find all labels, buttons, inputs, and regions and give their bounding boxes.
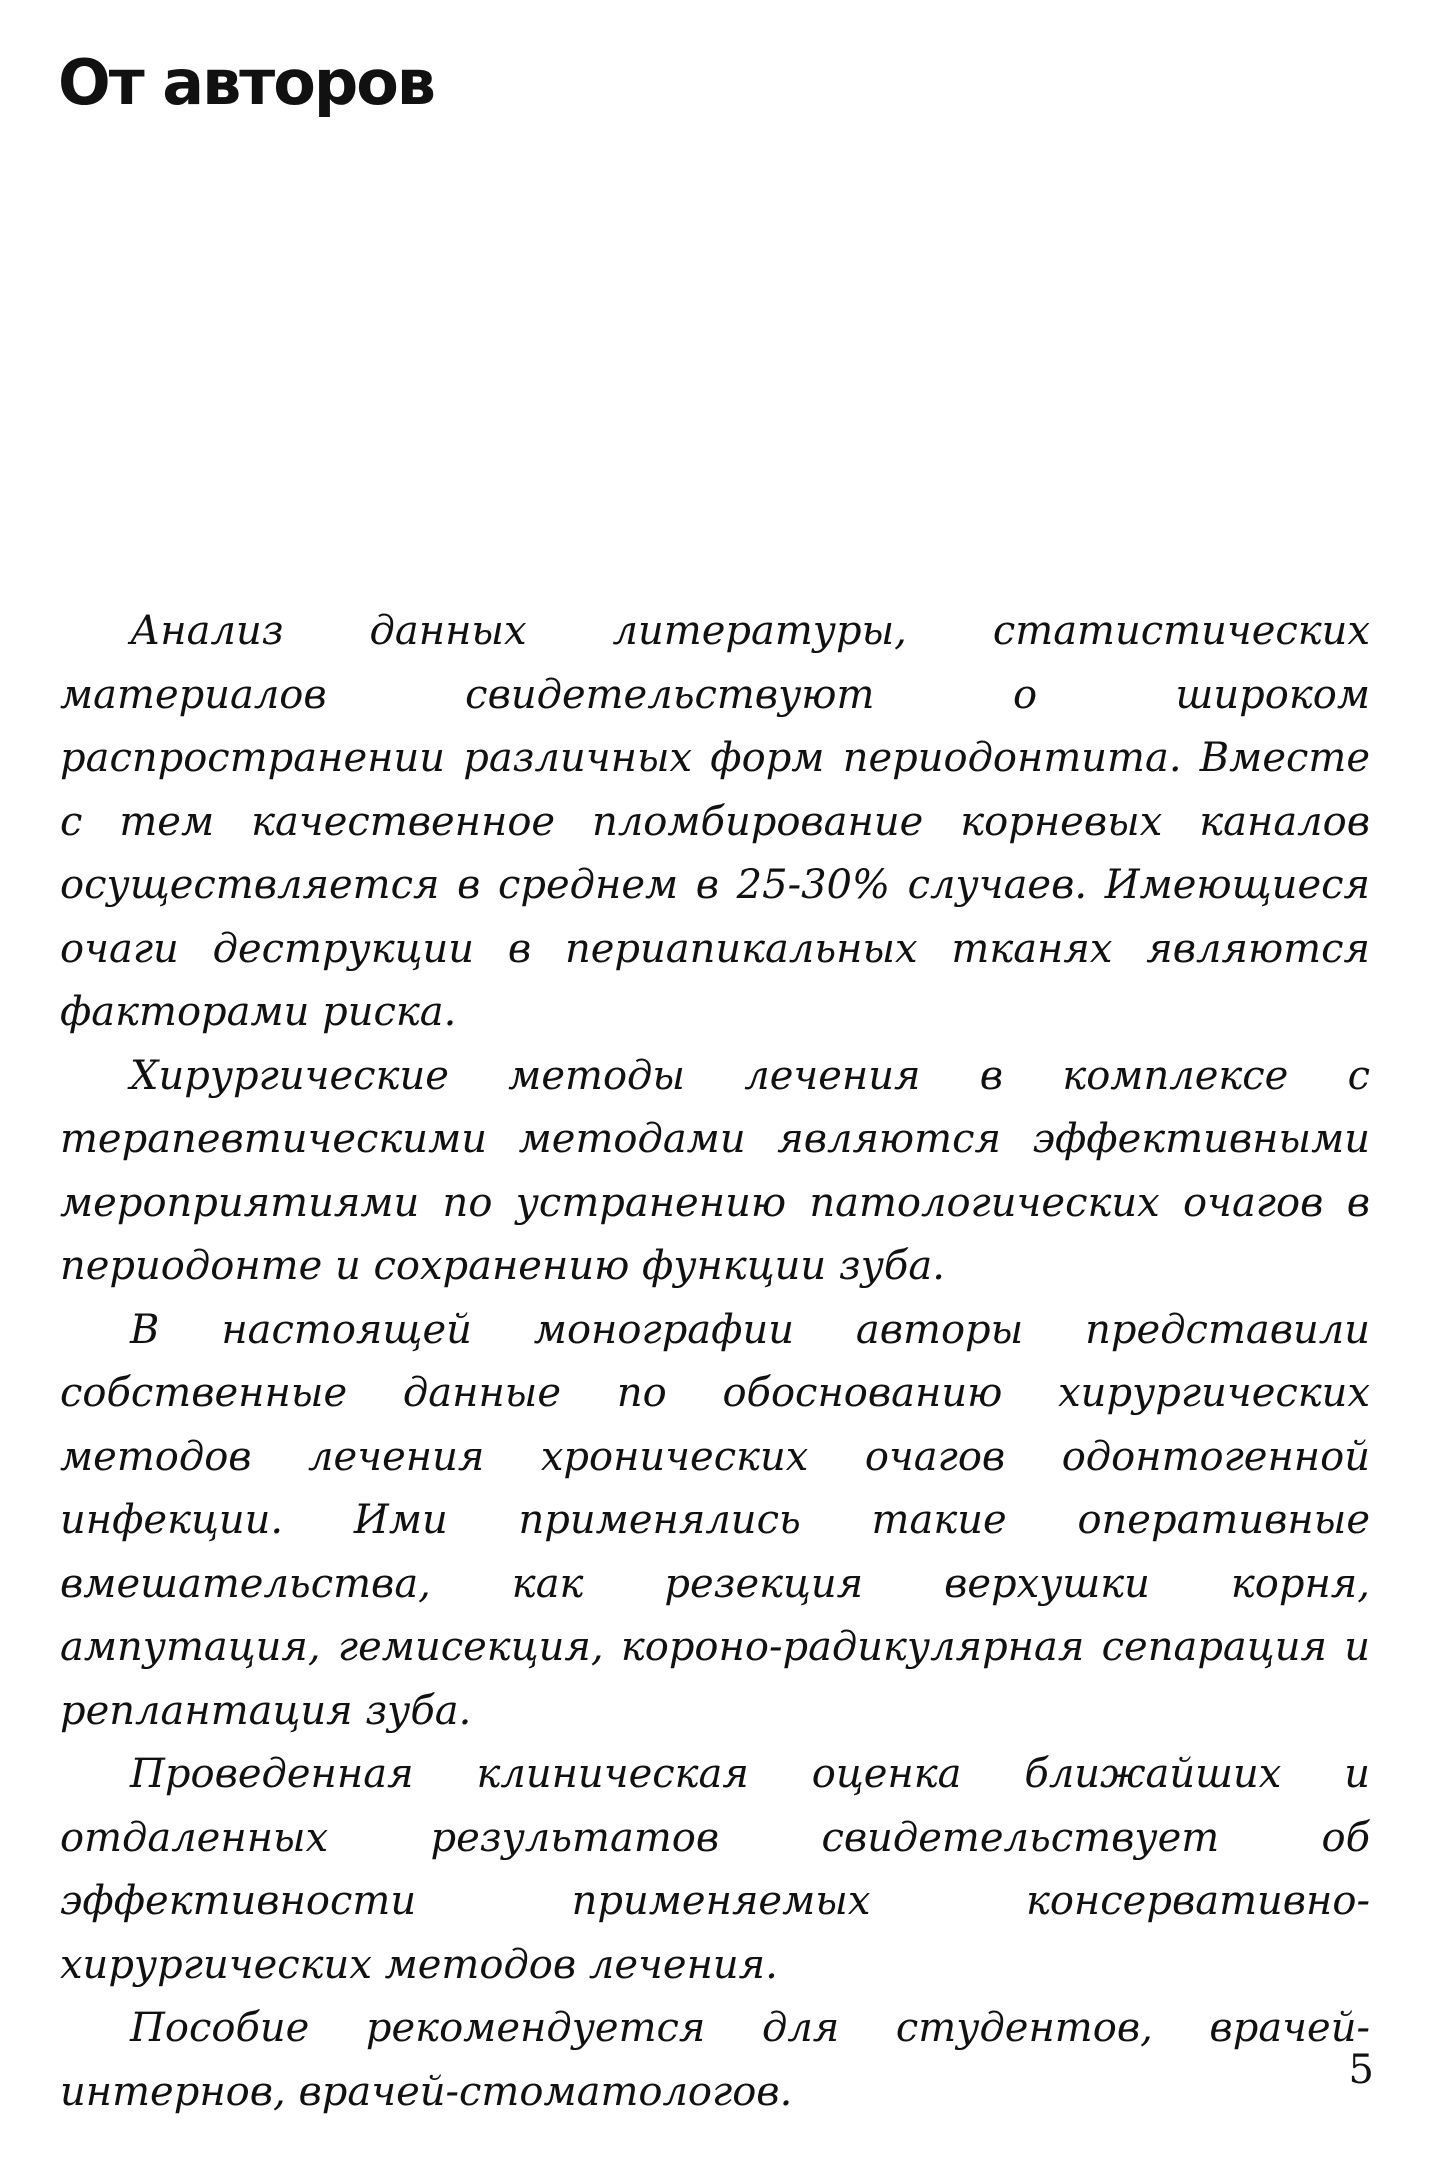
paragraph: Пособие рекомендуется для студентов, врачей-интернов, врачей-стоматологов.	[60, 2005, 1370, 2115]
page-number: 5	[1348, 2047, 1374, 2093]
paragraph: Проведенная клиническая оценка ближайших и отдаленных результатов свидетельствует об эффективности применяемых консервативно-хирургических методов лечения.	[60, 1751, 1370, 1988]
body-text	[60, 600, 1370, 2124]
paragraph: Хирургические методы лечения в комплексе с терапевтическими методами являются эффективными мероприятиями по устранению патологических очагов в периодонте и сохранению функции зуба.	[60, 1052, 1370, 1289]
paragraph: В настоящей монографии авторы представили собственные данные по обоснованию хирургических методов лечения хронических очагов одонтогенной инфекции. Ими применялись такие оперативные вмешательства, как резекция верхушки корня, ампутация, гемисекция, короно-радикулярная сепарация и реплантация зуба.	[60, 1306, 1370, 1734]
page-title: От авторов	[58, 46, 435, 119]
paragraph: Анализ данных литературы, статистических материалов свидетельствуют о широком распространении различных форм периодонтита. Вместе с тем качественное пломбирование корневых каналов осуществляется в среднем в 25-30% случаев. Имеющиеся очаги деструкции в периапикальных тканях являются факторами риска.	[60, 608, 1370, 1035]
